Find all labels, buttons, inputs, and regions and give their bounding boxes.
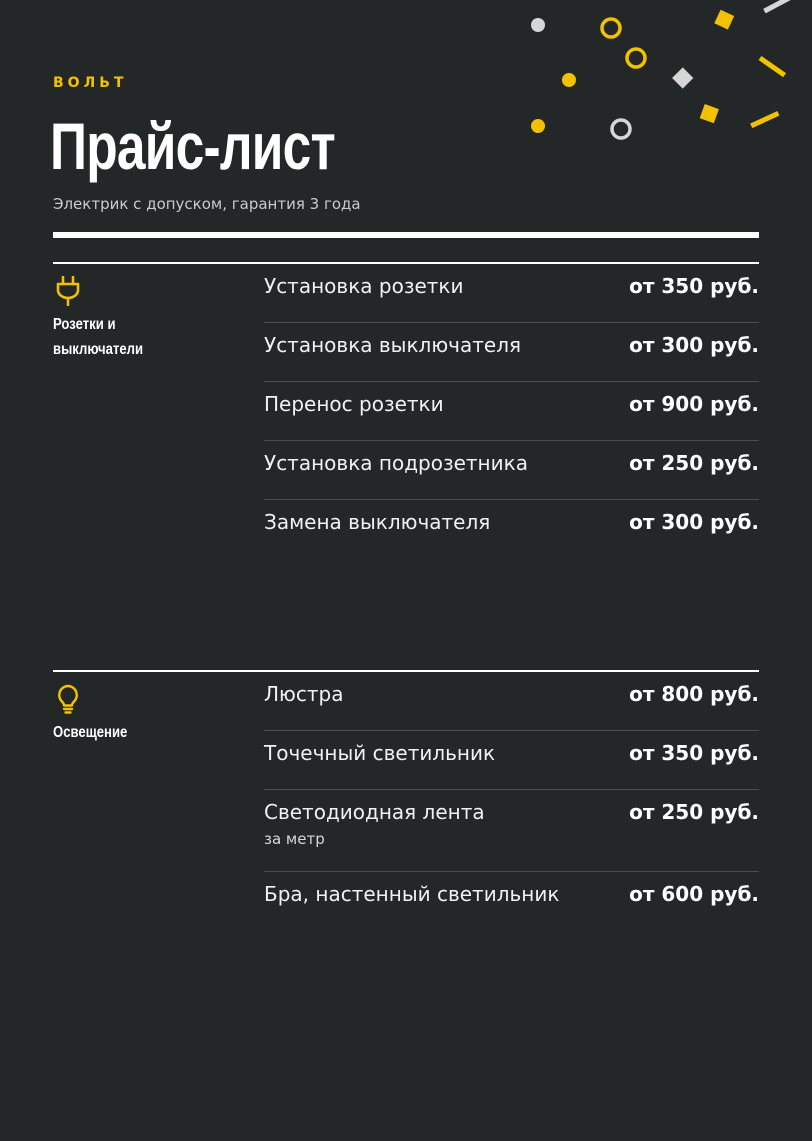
confetti-ring-yellow [627,49,645,67]
price-row [264,731,759,790]
confetti-dot-yellow [531,119,545,133]
section-sockets-switches [53,262,759,562]
confetti-strip-yellow [759,56,786,77]
category-label-line: выключатели [53,341,144,358]
category-label [53,720,176,745]
service-price: от 250 руб. [629,451,759,475]
page-title: Прайс-лист [50,109,335,183]
service-name: Установка подрозетника [264,451,528,475]
category-label [53,312,176,362]
price-list [264,264,759,558]
service-name: Замена выключателя [264,510,491,534]
service-price: от 350 руб. [629,741,759,765]
confetti-dot-yellow [562,73,576,87]
confetti-dot-gray [531,18,545,32]
confetti-square-yellow [700,104,719,123]
service-price: от 250 руб. [629,800,759,824]
confetti-ring-yellow [602,19,620,37]
category-label-line: Освещение [53,724,128,741]
section-lighting [53,670,759,970]
header-divider [53,232,759,238]
price-row [264,382,759,441]
service-name: Установка выключателя [264,333,522,357]
price-row [264,790,759,872]
category-label-line: Розетки и [53,316,116,333]
service-name: Перенос розетки [264,392,444,416]
price-row [264,323,759,382]
confetti-square-gray [672,67,693,88]
service-price: от 300 руб. [629,510,759,534]
price-row [264,264,759,323]
service-name: Установка розетки [264,274,464,298]
service-unit-note: за метр [264,830,325,848]
confetti-strip-gray [763,0,790,13]
price-row [264,441,759,500]
confetti-ring-gray [612,120,630,138]
service-name: Светодиодная лента [264,800,485,824]
service-price: от 600 руб. [629,882,759,906]
plug-icon [55,276,81,306]
page-subtitle: Электрик с допуском, гарантия 3 года [53,195,361,213]
confetti-square-yellow [714,10,734,30]
confetti-strip-yellow [750,111,779,128]
price-row [264,672,759,731]
service-price: от 900 руб. [629,392,759,416]
service-name: Люстра [264,682,344,706]
service-name: Бра, настенный светильник [264,882,560,906]
brand-name: ВОЛЬТ [53,75,128,91]
price-row [264,872,759,930]
service-price: от 300 руб. [629,333,759,357]
service-name: Точечный светильник [264,741,496,765]
price-row [264,500,759,558]
lightbulb-icon [55,684,81,714]
service-price: от 350 руб. [629,274,759,298]
service-price: от 800 руб. [629,682,759,706]
price-list [264,672,759,930]
